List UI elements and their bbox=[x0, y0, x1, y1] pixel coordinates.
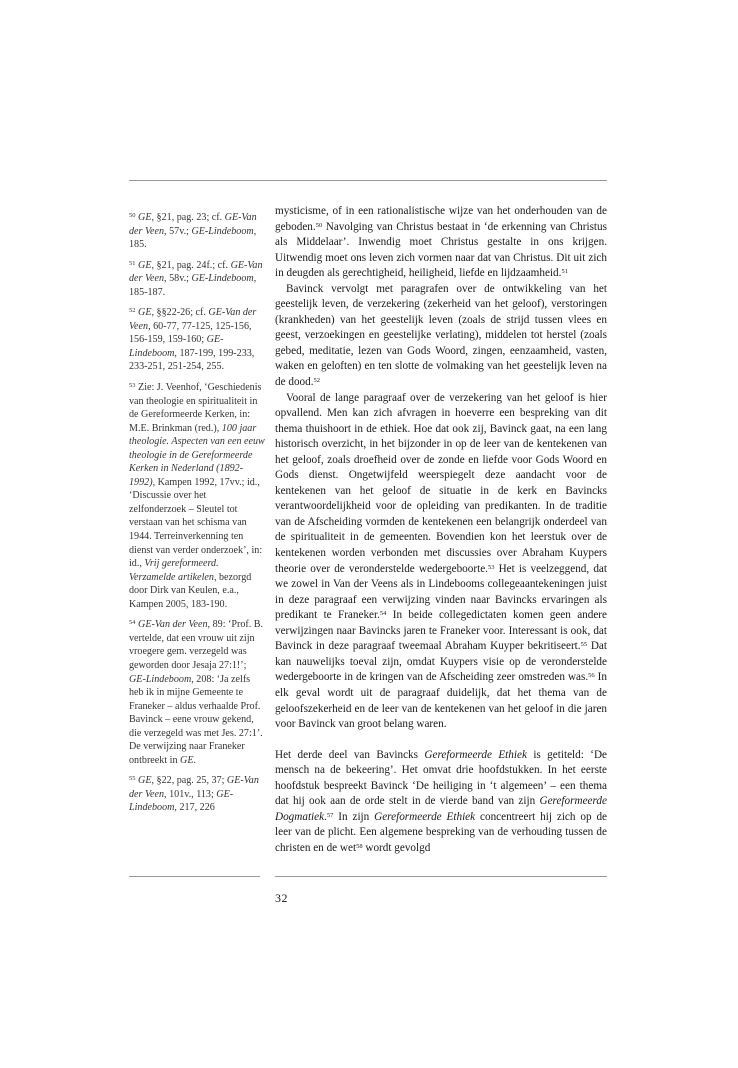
italic-text: Gereformeerde Dogmatiek bbox=[275, 795, 607, 823]
footnote-reference: 57 bbox=[326, 811, 334, 819]
footnote-number: 55 bbox=[129, 775, 136, 783]
italic-text: GE bbox=[138, 307, 152, 319]
footnote-reference: 55 bbox=[580, 641, 588, 649]
text-run: , Kampen 1992, 17vv.; id., ‘Discussie over het zelfonderzoek – Sleutel tot verstaan van het schisma van 1944. Terreinverkenning ten dienst van verder onderzoek’, in: id., bbox=[129, 476, 263, 570]
text-run: , 57v.; bbox=[164, 225, 192, 237]
text-run: Navolging van Christus bestaat in ‘de erkenning van Christus als Middelaar’. Inwendig moet Christus gestalte in ons krijgen. Uitwendig moet ons leven zich vormen naar dat van Christus. Dit uit zich in deugden als gerechtigheid, heiligheid, liefde en lijdzaamheid. bbox=[275, 220, 607, 280]
text-run: , 217, 226 bbox=[174, 802, 215, 814]
text-run: , 208: ‘Ja zelfs heb ik in mijne Gemeente te Franeker – aldus verhaalde Prof. Bavinck – eene vrouw gekend, die verzegeld was met Jes. 27:1’. De verwijzing naar Franeker ontbreekt in bbox=[129, 673, 263, 766]
italic-text: GE-Van der Veen bbox=[129, 775, 259, 800]
italic-text: 100 jaar theologie. Aspecten van een eeuw theologie in de Gereformeerde Kerken in Nederland (1892-1992) bbox=[129, 422, 265, 488]
text-run: , §§22-26; cf. bbox=[151, 307, 209, 319]
text-run: Bavinck vervolgt met paragrafen over de ontwikkeling van het geestelijk leven, de verzekering (zekerheid van het geloof), verstoringen (krankheden) van het geestelijk leven (zoals de strijd tussen vlees en geest, verzoekingen en geestelijke verlating), middelen tot herstel (zoals gebed, meditatie, lezen van Gods Woord, zingen, eenzaamheid, vasten, waken en geloften) en ten slotte de volmaking van het geestelijk leven na de dood. bbox=[275, 282, 607, 389]
text-run: , 58v.; bbox=[164, 273, 192, 285]
text-run: In zijn bbox=[333, 810, 375, 823]
text-run: Vooral de lange paragraaf over de verzekering van het geloof is hier opvallend. Men kan zich afvragen in hoeverre een bespreking van dit thema thuishoort in de ethiek. Hoe dat ook zij, Bavinck gaat, na een lang historisch overzicht, in het bijzonder in op de leer van de kentekenen van het geloof, zoals droefheid over de zonde en liefde voor Gods Woord en Gods dienst. Ongetwijfeld weerspiegelt deze aandacht voor de kentekenen van het geloof de situatie in de kerk en Bavincks verantwoordelijkheid voor de opleiding van predikanten. In de traditie van de Afscheiding vormden de kentekenen een belangrijk onderdeel van de spiritualiteit in de gemeenten. Bovendien kon het leerstuk over de kentekenen worden verbonden met discussies over Abraham Kuypers theorie over de veronderstelde wedergeboorte. bbox=[275, 391, 607, 575]
text-run: , 187-199, 199-233, 233-251, 251-254, 255. bbox=[129, 347, 255, 373]
footnote bbox=[129, 774, 265, 815]
text-run: Het is veelzeggend, dat we zowel in Van der Veens als in Lindebooms collegeaantekeningen juist in deze paragraaf een verwijzing vinden naar Bavincks ervaringen als predikant te Franeker. bbox=[275, 562, 607, 622]
footnote-number: 53 bbox=[129, 382, 136, 390]
footnote-number: 52 bbox=[129, 307, 136, 315]
text-run: . bbox=[324, 810, 327, 823]
footnotes-bottom-rule bbox=[129, 876, 260, 877]
italic-text: GE-Van der Veen bbox=[138, 619, 208, 631]
text-run: , 89: ‘Prof. B. vertelde, dat een vrouw uit zijn vroegere gem. verzegeld was geworden door Jesaja 27:1!’; bbox=[129, 619, 264, 671]
text-run: , 185. bbox=[129, 225, 257, 251]
text-run: , §21, pag. 23; cf. bbox=[151, 212, 225, 223]
text-run: is getiteld: ‘De mensch na de bekeering’. Het omvat drie hoofdstukken. In het eerste hoofdstuk bespreekt Bavinck ‘De heiliging in ‘t algemeen’ – een thema dat hij ook aan de orde stelt in de vierde band van zijn bbox=[275, 748, 608, 808]
text-run: wordt gevolgd bbox=[362, 841, 431, 854]
italic-text: GE-Lindeboom bbox=[129, 788, 234, 814]
footnote-number: 54 bbox=[129, 619, 136, 627]
text-run: concentreert hij zich op de leer van de plicht. Een algemene bespreking van de verhouding tussen de christen en de wet bbox=[275, 810, 608, 854]
italic-text: GE-Lindeboom bbox=[129, 334, 224, 359]
footnote-reference: 50 bbox=[315, 221, 323, 229]
italic-text: GE-Van der Veen bbox=[129, 212, 257, 237]
body-paragraph bbox=[275, 391, 607, 733]
footnote-number: 51 bbox=[129, 259, 136, 267]
body-paragraph bbox=[275, 204, 607, 282]
text-run: In elk geval wordt uit de paragraaf duidelijk, dat het thema van de geloofszekerheid en de leer van de kentekenen van het geloof in die jaren voor Bavinck van groot belang waren. bbox=[275, 671, 607, 731]
italic-text: Vrij gereformeerd. Verzamelde artikelen bbox=[129, 558, 219, 583]
footnote bbox=[129, 381, 265, 611]
italic-text: GE-Lindeboom bbox=[129, 673, 192, 685]
footnote bbox=[129, 306, 265, 374]
italic-text: GE bbox=[138, 259, 152, 271]
footnote bbox=[129, 618, 265, 767]
footnote bbox=[129, 211, 265, 252]
italic-text: GE-Van der Veen bbox=[129, 307, 257, 332]
text-run: Dat kan nauwelijks toeval zijn, omdat Kuypers visie op de veronderstelde wedergeboorte in de kringen van de Afscheiding zeer omstreden was. bbox=[275, 640, 607, 684]
text-run: , §22, pag. 25, 37; bbox=[151, 775, 227, 787]
footnote-reference: 53 bbox=[487, 563, 495, 571]
text-run: , §21, pag. 24f.; cf. bbox=[151, 259, 231, 271]
text-run: Het derde deel van Bavincks bbox=[275, 748, 425, 761]
italic-text: GE-Lindeboom bbox=[191, 273, 254, 285]
footnote-number: 50 bbox=[129, 212, 136, 219]
main-text-column bbox=[275, 204, 607, 856]
footnote-reference: 58 bbox=[356, 842, 363, 850]
italic-text: GE bbox=[180, 754, 194, 766]
main-bottom-rule bbox=[275, 876, 607, 877]
text-run: In beide collegedictaten komen geen andere verwijzingen naar Bavincks jaren te Franeker voor. Interessant is ook, dat Bavinck in deze paragraaf tweemaal Abraham Kuyper bekritiseert. bbox=[275, 609, 607, 653]
footnote bbox=[129, 259, 265, 300]
footnote-reference: 51 bbox=[561, 268, 568, 276]
text-run: , bezorgd door Dirk van Keulen, e.a., Kampen 2005, 183-190. bbox=[129, 571, 252, 610]
text-run: Zie: J. Veenhof, ‘Geschiedenis van theologie en spiritualiteit in de Gereformeerde Kerken, in: M.E. Brinkman (red.), bbox=[129, 382, 262, 434]
italic-text: GE-Lindeboom bbox=[191, 225, 254, 237]
text-run: , 101v., 113; bbox=[164, 788, 217, 800]
text-run: , 60-77, 77-125, 125-156, 156-159, 159-160; bbox=[129, 320, 252, 346]
footnote-reference: 54 bbox=[379, 610, 387, 618]
page-number: 32 bbox=[275, 891, 288, 905]
text-run: . bbox=[193, 754, 197, 766]
body-paragraph bbox=[275, 282, 607, 391]
footnote-reference: 56 bbox=[588, 672, 595, 680]
italic-text: GE bbox=[138, 775, 152, 787]
footnotes-column bbox=[129, 211, 265, 822]
footnote-reference: 52 bbox=[313, 377, 321, 385]
text-run: , 185-187. bbox=[129, 273, 257, 298]
italic-text: GE bbox=[138, 212, 152, 223]
italic-text: GE-Van der Veen bbox=[129, 259, 263, 285]
italic-text: Gereformeerde Ethiek bbox=[424, 748, 527, 761]
text-run: mysticisme, of in een rationalistische wijze van het onderhouden van de geboden. bbox=[275, 205, 607, 233]
top-rule bbox=[129, 180, 607, 181]
italic-text: Gereformeerde Ethiek bbox=[374, 810, 476, 823]
body-paragraph bbox=[275, 748, 607, 857]
